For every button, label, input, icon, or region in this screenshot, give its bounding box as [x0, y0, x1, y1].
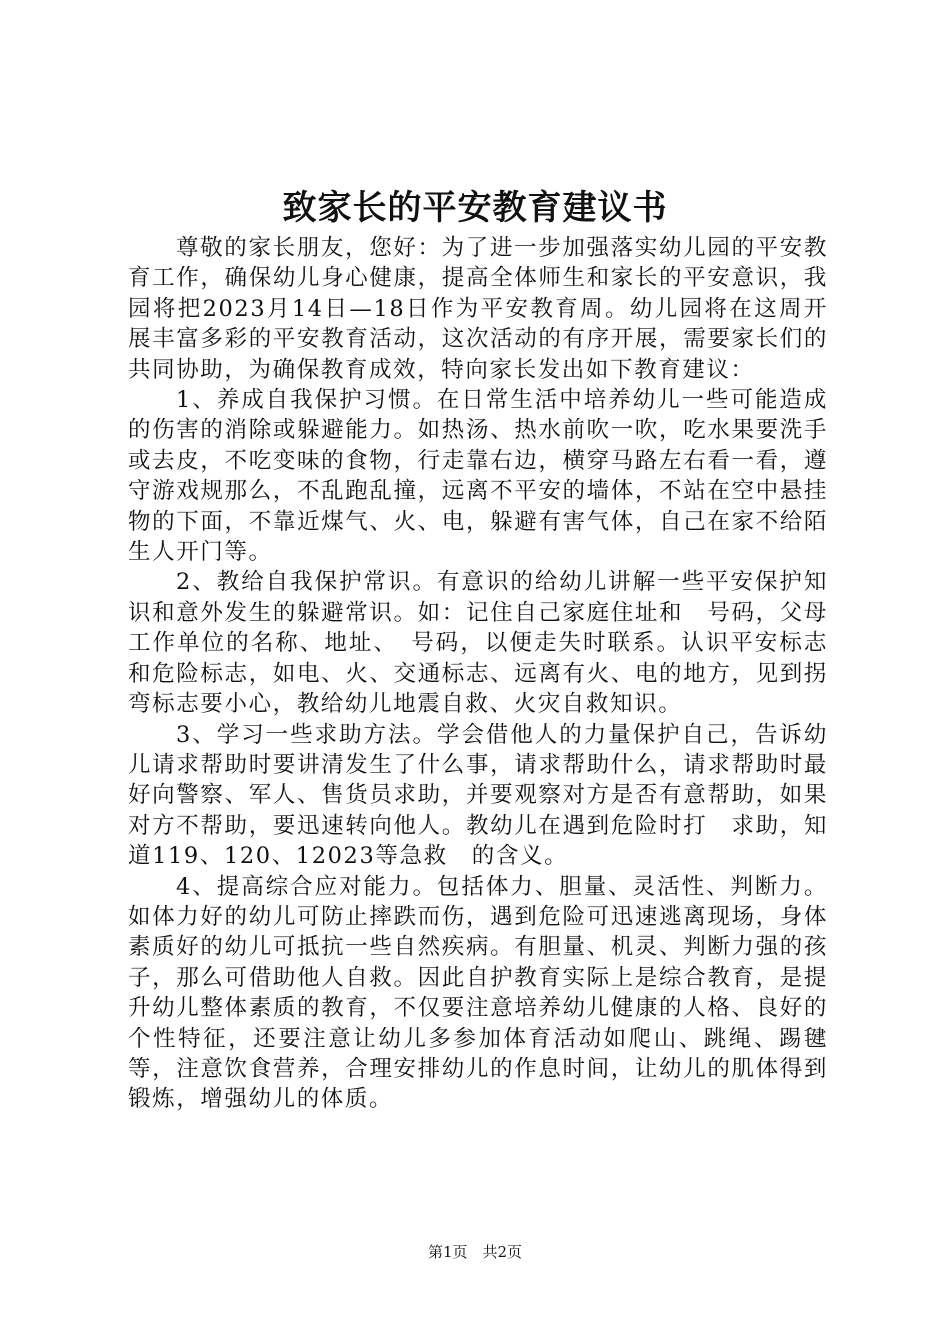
document-body	[128, 233, 828, 1115]
page-number-footer: 第1页 共2页	[427, 1243, 523, 1261]
paragraph-greeting: 尊敬的家长朋友，您好：为了进一步加强落实幼儿园的平安教育工作，确保幼儿身心健康，提高全体师生和家长的平安意识，我园将把2023月14日—18日作为平安教育周。幼儿园将在这周开展丰富多彩的平安教育活动，这次活动的有序开展，需要家长们的共同协助，为确保教育成效，特向家长发出如下教育建议：	[128, 235, 828, 383]
paragraph-self-protection-knowledge: 2、教给自我保护常识。有意识的给幼儿讲解一些平安保护知识和意外发生的躲避常识。如：记住自己家庭住址和 号码，父母工作单位的名称、地址、 号码，以便走失时联系。认识平安标志和危险标志，如电、火、交通标志、远离有火、电的地方，见到拐弯标志要小心，教给幼儿地震自救、火灾自救知识。	[128, 569, 828, 718]
paragraph-comprehensive-ability: 4、提高综合应对能力。包括体力、胆量、灵活性、判断力。如体力好的幼儿可防止摔跌而伤，遇到危险可迅速逃离现场，身体素质好的幼儿可抵抗一些自然疾病。有胆量、机灵、判断力强的孩子，那么可借助他人自救。因此自护教育实际上是综合教育，是提升幼儿整体素质的教育，不仅要注意培养幼儿健康的人格、良好的个性特征，还要注意让幼儿多参加体育活动如爬山、跳绳、踢毽等，注意饮食营养，合理安排幼儿的作息时间，让幼儿的肌体得到锻炼，增强幼儿的体质。	[128, 873, 828, 1113]
document-title: 致家长的平安教育建议书	[282, 188, 668, 228]
paragraph-help-methods: 3、学习一些求助方法。学会借他人的力量保护自己，告诉幼儿请求帮助时要讲清发生了什么事，请求帮助什么，请求帮助时最好向警察、军人、售货员求助，并要观察对方是否有意帮助，如果对方不帮助，要迅速转向他人。教幼儿在遇到危险时打 求助，知道119、120、12023等急救 的含义。	[128, 721, 828, 870]
paragraph-self-protection-habit: 1、养成自我保护习惯。在日常生活中培养幼儿一些可能造成的伤害的消除或躲避能力。如热汤、热水前吹一吹，吃水果要洗手或去皮，不吃变味的食物，行走靠右边，横穿马路左右看一看，遵守游戏规那么，不乱跑乱撞，远离不平安的墙体，不站在空中悬挂物的下面，不靠近煤气、火、电，躲避有害气体，自己在家不给陌生人开门等。	[128, 387, 828, 566]
